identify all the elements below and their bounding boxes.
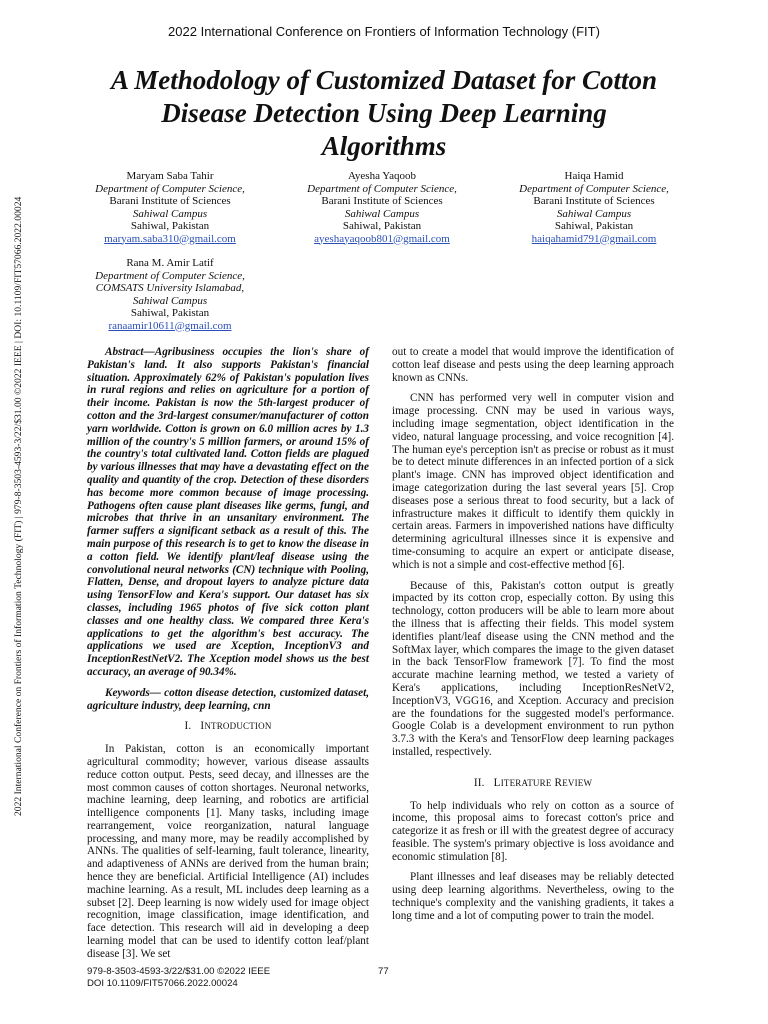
footer-citation [87,966,270,990]
author-department: Department of Computer Science, [95,269,245,282]
author-name: Rana M. Amir Latif [126,257,214,269]
footer-isbn: 979-8-3503-4593-3/22/$31.00 ©2022 IEEE [87,966,271,977]
title-line-2: Disease Detection Using Deep Learning [161,98,607,128]
section-title-rest: ITERATURE [500,777,552,788]
author-city: Sahiwal, Pakistan [342,220,422,232]
author-city: Sahiwal, Pakistan [130,220,210,232]
author-department: Department of Computer Science, [95,182,245,195]
author-institution: Barani Institute of Sciences [321,195,443,207]
section-title-rest: EVIEW [562,777,593,788]
body-paragraph: Plant illnesses and leaf diseases may be reliably detected using deep learning algorithms. Nevertheless, owing to the technique's complexity and the vanishing gradients, it takes a long time and a lot of computing power to train the model. [392,871,674,922]
side-margin-text: 2022 International Conference on Frontiers of Information Technology (FIT) | 979-8-3503-4593-3/22/$31.00 ©2022 IEEE | DOI: 10.1109/FIT57066.2022.00024 [13,196,24,816]
section-title-rest: NTRODUCTION [204,721,272,732]
section-number: I. [184,720,192,733]
section-number: II. [473,776,485,789]
side-margin-citation [13,176,31,816]
title-line-3: Algorithms [321,131,447,161]
author-block [262,170,502,245]
author-email-link[interactable]: haiqahamid791@gmail.com [531,232,657,245]
author-email-link[interactable]: maryam.saba310@gmail.com [104,232,236,245]
author-institution: Barani Institute of Sciences [109,195,231,207]
author-block [50,257,290,332]
left-column [87,346,369,969]
title-line-1: A Methodology of Customized Dataset for Cotton [110,65,658,95]
author-institution: Barani Institute of Sciences [533,195,655,207]
right-column [392,346,674,931]
author-block [474,170,714,245]
keywords-text: Keywords— cotton disease detection, customized dataset, agriculture industry, deep learning, cnn [87,686,369,712]
section-title-initial: I [200,720,205,733]
author-campus: Sahiwal Campus [344,207,420,220]
author-campus: Sahiwal Campus [132,294,208,307]
body-paragraph: Because of this, Pakistan's cotton output is greatly impacted by its cotton crop, especially cotton. By using this technology, cotton producers will be able to learn more about the illness that is affecting their fields. This model system identifies plant/leaf disease using the CNN method and the SoftMax layer, which compares the image to the given dataset in the back TensorFlow framework [7]. To find the most accurate machine learning method, we tested a variety of Kera's applications, including InceptionResNetV2, InceptionV3, VGG16, and Xception. Accuracy and precision are the foundations for the suggested model's performance. Google Colab is a development environment to run python 3.7.3 with the Kera's and TensorFlow deep learning packages installed, respectively. [392,579,674,758]
author-email-link[interactable]: ranaamir10611@gmail.com [108,319,232,332]
author-institution: COMSATS University Islamabad, [95,282,245,294]
author-department: Department of Computer Science, [519,182,669,195]
section-title-initial: L [493,776,501,789]
author-city: Sahiwal, Pakistan [130,307,210,319]
abstract-text: Abstract—Agribusiness occupies the lion's share of Pakistan's land. It also supports Pakistan's financial situation. Approximately 62% of Pakistan's population lives in rural regions and relies on agriculture for a portion of their income. Pakistan is now the 5th-largest producer of cotton and the 3rd-largest consumer/manufacturer of cotton yarn worldwide. Cotton is grown on 6.0 million acres by 1.3 million of the country's 5 million farmers, or around 15% of the country's total cultivated land. Cotton fields are plagued by various illnesses that may have a devastating effect on the quality and quantity of the crop. Detection of these disorders has become more common because of image processing. Pathogens often cause plant diseases like germs, fungi, and microbes that thrive in an unsanitary environment. The farmer suffers a significant setback as a result of this. The main purpose of this research is to get to know the disease in a cotton field. We identify plant/leaf disease using the convolutional neural networks (CN) technique with Pooling, Flatten, Dense, and dropout layers to analyze picture data using TensorFlow and Kera's support. Our dataset has six classes, including 1965 photos of five sick cotton plant classes and one healthy class. We compared three Kera's applications to get the algorithm's best accuracy. The applications we used are Xception, InceptionV3 and InceptionRestNetV2. The Xception model shows us the best accuracy, an average of 90.34%. [87,346,369,678]
author-campus: Sahiwal Campus [556,207,632,220]
author-campus: Sahiwal Campus [132,207,208,220]
author-department: Department of Computer Science, [307,182,457,195]
paper-title [60,64,708,163]
author-name: Ayesha Yaqoob [347,170,417,182]
section-heading-introduction [87,720,369,733]
author-block [50,170,290,245]
author-name: Haiqa Hamid [564,170,624,182]
body-paragraph: CNN has performed very well in computer vision and image processing. CNN may be used in various ways, including image segmentation, object identification in the video, natural language processing, and voice recognition [4]. The human eye's perception isn't as precise or robust as it must be to detect minute differences in an infected portion of a sick plant's image. CNN has improved object identification and image categorization during the last several years [5]. Crop diseases pose a serious threat to food security, but a lack of infrastructure makes it difficult to identify them quickly in certain areas. Farmers in impoverished nations have difficulty determining agricultural illnesses since it is expensive and time-consuming to acquire an expert or anticipate disease, which is not a simple and cost-effective method [6]. [392,392,674,571]
author-city: Sahiwal, Pakistan [554,220,634,232]
conference-header: 2022 International Conference on Frontiers of Information Technology (FIT) [168,24,600,39]
author-email-link[interactable]: ayeshayaqoob801@gmail.com [314,232,450,245]
intro-paragraph: In Pakistan, cotton is an economically important agricultural commodity; however, various disease assaults reduce cotton output. Pests, seed decay, and illnesses are the most common causes of cotton shortages. Neuronal networks, machine learning, deep learning, and robotics are artificial intelligence components [1]. Many tasks, including image rearrangement, voice reorganization, natural language processing, and many more, may be readily accomplished by ANNs. The qualities of self-learning, fault tolerance, linearity, and adaptiveness of ANNs are derived from the human brain; hence they are beneficial. Artificial Intelligence (AI) includes machine learning. As a result, ML includes deep learning as a subset [2]. Deep learning is now widely used for image object recognition, image classification, image identification, and face detection. This research will aid in developing a deep learning model that can be used to identify cotton leaf/plant disease [3]. We set [87,743,369,960]
footer-doi: DOI 10.1109/FIT57066.2022.00024 [87,978,238,989]
body-paragraph: out to create a model that would improve the identification of cotton leaf disease and pests using the deep learning approach known as CNNs. [392,346,674,384]
author-name: Maryam Saba Tahir [126,170,214,182]
section-heading-literature-review [392,777,674,790]
body-paragraph: To help individuals who rely on cotton as a source of income, this proposal aims to forecast cotton's price and categorize it as fresh or ill with the greatest degree of accuracy feasible. The system's primary objective is loss avoidance and economic stimulation [8]. [392,799,674,863]
page-number: 77 [378,966,389,977]
section-title-initial: R [554,776,563,789]
